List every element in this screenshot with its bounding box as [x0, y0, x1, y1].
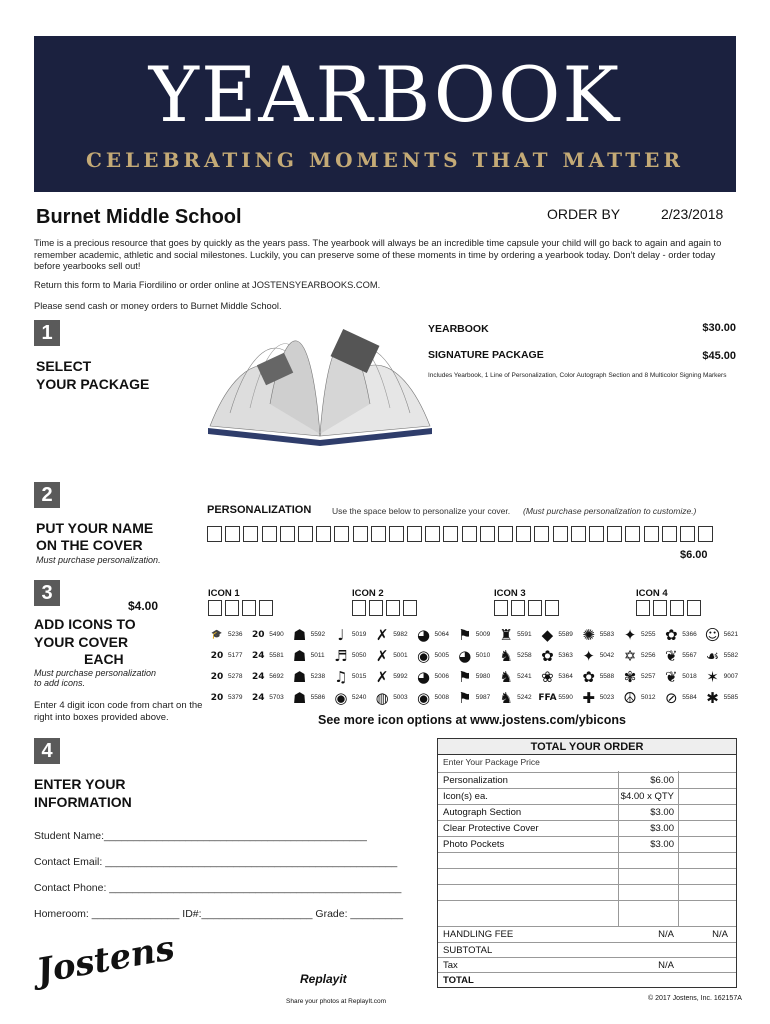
icon-option: [704, 626, 770, 646]
contact-phone-field[interactable]: Contact Phone: __________________________________________________: [34, 882, 402, 894]
personalization-hint-italic: (Must purchase personalization to customize.): [523, 506, 697, 516]
step-2-note: Must purchase personalization.: [36, 555, 161, 565]
personalization-price: $6.00: [680, 549, 708, 561]
personalization-char-box[interactable]: [462, 526, 477, 542]
icon-option-code: 5581: [269, 652, 284, 659]
icon-option-code: 5015: [351, 673, 367, 680]
icon-option-glyph-icon: 20: [210, 651, 224, 661]
icon-option-glyph-icon: ⚑: [458, 626, 472, 644]
personalization-char-box[interactable]: [625, 526, 640, 542]
icon-option-glyph-icon: ⚑: [458, 668, 472, 686]
signature-package-note: Includes Yearbook, 1 Line of Personalization, Color Autograph Section and 8 Multicolor Signing Markers: [428, 372, 727, 379]
copyright: © 2017 Jostens, Inc. 162157A: [648, 995, 742, 1002]
personalization-char-box[interactable]: [207, 526, 222, 542]
icon-option-code: 5177: [228, 652, 243, 659]
icon-price: $4.00: [128, 599, 159, 613]
icon-option-code: 5982: [393, 631, 408, 638]
order-row[interactable]: Personalization $6.00: [438, 772, 736, 787]
icon-option-glyph-icon: ♞: [499, 689, 513, 707]
icon-option-glyph-icon: ✱: [706, 689, 719, 707]
order-row-blank[interactable]: [438, 852, 736, 867]
icon-option-glyph-icon: ◕: [416, 626, 431, 644]
personalization-char-box[interactable]: [225, 526, 240, 542]
icon-option-glyph-icon: ☗: [292, 647, 307, 665]
order-row-blank[interactable]: [438, 884, 736, 899]
icon-option-code: 5583: [599, 631, 615, 638]
order-row[interactable]: Icon(s) ea. $4.00 x QTY: [438, 788, 736, 803]
personalization-char-box[interactable]: [280, 526, 295, 542]
package-yearbook-label: YEARBOOK: [428, 323, 489, 335]
icon-option-code: 5019: [351, 631, 367, 638]
icon-option-code: 5363: [558, 652, 573, 659]
step-3-instructions-line2: right into boxes provided above.: [34, 712, 169, 723]
subtotal-row[interactable]: SUBTOTAL: [438, 942, 736, 957]
order-by-label: ORDER BY: [547, 206, 621, 222]
icon-option-glyph-icon: ♩: [337, 626, 345, 644]
icon-option-glyph-icon: ✗: [375, 626, 389, 644]
icon-option-glyph-icon: ☗: [292, 626, 307, 644]
banner-title: YEARBOOK: [148, 50, 622, 139]
icon-option-code: 5258: [517, 652, 532, 659]
icon-option-glyph-icon: ✗: [375, 668, 389, 686]
step-3-title-line2: YOUR COVER: [34, 634, 129, 650]
personalization-char-box[interactable]: [334, 526, 349, 542]
personalization-char-box[interactable]: [589, 526, 604, 542]
icon-option-glyph-icon: ✡: [623, 647, 637, 665]
icon-option-glyph-icon: ❀: [541, 668, 554, 686]
icon-option-code: 5240: [351, 694, 367, 701]
icon-option-glyph-icon: ❦: [665, 647, 678, 665]
icon-option-glyph-icon: ☮: [623, 689, 637, 707]
personalization-char-box[interactable]: [389, 526, 404, 542]
order-by-date: 2/23/2018: [661, 206, 724, 222]
package-signature-label: SIGNATURE PACKAGE: [428, 349, 544, 361]
icon-option-glyph-icon: 20: [210, 693, 224, 703]
return-instructions: Return this form to Maria Fiordilino or order online at JOSTENSYEARBOOKS.COM.: [34, 280, 381, 290]
contact-email-field[interactable]: Contact Email: __________________________________________________: [34, 856, 398, 868]
icon-option-code: 5692: [269, 673, 284, 680]
icon-option-glyph-icon: ✿: [541, 647, 554, 665]
icon-option-glyph-icon: ♬: [334, 647, 348, 665]
icon-option: [704, 647, 770, 667]
icon-option-code: 5591: [517, 631, 532, 638]
homeroom-id-grade-field[interactable]: Homeroom: _______________ ID#:___________________ Grade: _________: [34, 908, 403, 920]
step-3-instructions-line1: Enter 4 digit icon code from chart on the: [34, 700, 203, 711]
icon-2-header: ICON 2: [352, 588, 384, 599]
personalization-char-box[interactable]: [371, 526, 386, 542]
icon-option-code: 5366: [682, 631, 697, 638]
step-3-title-line3: EACH: [84, 651, 124, 667]
icon-option-glyph-icon: ◆: [541, 626, 554, 644]
student-name-field[interactable]: Student Name:_____________________________________________: [34, 830, 367, 842]
icon-option-glyph-icon: 24: [252, 693, 265, 703]
step-3-number: 3: [34, 580, 60, 606]
icon-option-code: 5256: [641, 652, 656, 659]
personalization-char-box[interactable]: [480, 526, 495, 542]
see-more-icons-link[interactable]: See more icon options at www.jostens.com/ybicons: [318, 713, 626, 727]
icon-option-code: 5278: [228, 673, 243, 680]
icon-option-code: 5257: [641, 673, 656, 680]
order-row[interactable]: Autograph Section $3.00: [438, 804, 736, 819]
intro-paragraph: Time is a precious resource that goes by quickly as the years pass. The yearbook will always be an incredible time capsule your child will go back to again and again to remember academic, athletic and social milestones. Luckily, you can preserve some of these moments in time by ordering a yearbook today. Don’t delay - order today before yearbooks sell out!: [34, 238, 722, 271]
icon-option-code: 5042: [599, 652, 615, 659]
icon-1-header: ICON 1: [208, 588, 240, 599]
icon-option-glyph-icon: ☙: [705, 647, 720, 665]
tax-row[interactable]: Tax N/A: [438, 957, 736, 972]
step-4-title-line2: INFORMATION: [34, 794, 132, 810]
step-3-title-line1: ADD ICONS TO: [34, 616, 136, 632]
icon-option-code: 5980: [475, 673, 491, 680]
step-2-number: 2: [34, 482, 60, 508]
icon-option-glyph-icon: ☗: [292, 668, 307, 686]
personalization-boxes[interactable]: [207, 526, 716, 542]
icon-option-glyph-icon: ✺: [582, 626, 595, 644]
icon-option-glyph-icon: ✦: [623, 626, 637, 644]
yearbook-banner: [34, 36, 736, 192]
icon-option-code: 5592: [310, 631, 326, 638]
icon-option-code: 5008: [434, 694, 449, 701]
personalization-char-box[interactable]: [353, 526, 368, 542]
icon-option-code: 5003: [393, 694, 408, 701]
step-2-title-line2: ON THE COVER: [36, 537, 143, 553]
order-table-subtitle: Enter Your Package Price: [443, 757, 540, 767]
icon-option-code: 5585: [723, 694, 739, 701]
icon-option-glyph-icon: ♫: [334, 668, 348, 686]
total-row[interactable]: TOTAL: [438, 972, 736, 987]
personalization-hint: Use the space below to personalize your cover.: [332, 506, 511, 516]
icon-option-glyph-icon: ✦: [582, 647, 595, 665]
icon-option-glyph-icon: 🎓: [211, 630, 223, 640]
icon-option-code: 5064: [434, 631, 449, 638]
icon-option-code: 5703: [269, 694, 284, 701]
step-4-number: 4: [34, 738, 60, 764]
personalization-char-box[interactable]: [498, 526, 513, 542]
payment-instructions: Please send cash or money orders to Burnet Middle School.: [34, 301, 282, 311]
icon-option-glyph-icon: ◕: [416, 668, 431, 686]
icon-option-glyph-icon: 20: [210, 672, 224, 682]
order-row-blank[interactable]: [438, 900, 736, 915]
icon-option-glyph-icon: ♜: [499, 626, 513, 644]
icon-option-code: 5005: [434, 652, 449, 659]
icon-option-code: 5012: [641, 694, 656, 701]
step-3-note-line2: to add icons.: [34, 678, 86, 688]
icon-option-glyph-icon: ✶: [706, 668, 719, 686]
handling-fee-row[interactable]: HANDLING FEE N/A N/A: [438, 926, 736, 941]
icon-option-code: 5567: [682, 652, 697, 659]
icon-option-code: 5588: [599, 673, 615, 680]
personalization-char-box[interactable]: [262, 526, 277, 542]
icon-2-code-boxes[interactable]: [352, 600, 420, 616]
icon-option-glyph-icon: ⊘: [665, 689, 678, 707]
order-table-title: TOTAL YOUR ORDER: [438, 739, 736, 755]
step-1-title-line1: SELECT: [36, 358, 92, 374]
order-row[interactable]: Clear Protective Cover $3.00: [438, 820, 736, 835]
personalization-char-box[interactable]: [407, 526, 422, 542]
package-signature-price: $45.00: [702, 350, 736, 362]
jostens-logo: Jostens: [33, 928, 178, 992]
icon-option-code: 5050: [351, 652, 367, 659]
icon-option-code: 5018: [682, 673, 697, 680]
personalization-char-box[interactable]: [662, 526, 677, 542]
package-yearbook-price: $30.00: [702, 322, 736, 334]
icon-option-code: 5364: [558, 673, 573, 680]
personalization-char-box[interactable]: [316, 526, 331, 542]
icon-4-header: ICON 4: [636, 588, 668, 599]
personalization-char-box[interactable]: [571, 526, 586, 542]
step-4-title-line1: ENTER YOUR: [34, 776, 126, 792]
icon-option-code: 9007: [723, 673, 739, 680]
icon-option-code: 5241: [517, 673, 532, 680]
order-row-blank[interactable]: [438, 868, 736, 883]
icon-option-code: 5010: [475, 652, 491, 659]
icon-option-code: 5621: [723, 631, 739, 638]
icon-option-glyph-icon: 20: [252, 630, 265, 640]
icon-option-code: 5011: [310, 652, 325, 659]
icon-option-code: 5590: [558, 694, 573, 701]
icon-option-glyph-icon: ✚: [582, 689, 595, 707]
icon-option-glyph-icon: ✗: [375, 647, 389, 665]
icon-option-code: 5242: [517, 694, 532, 701]
icon-option-glyph-icon: ☺: [704, 626, 721, 644]
step-1-number: 1: [34, 320, 60, 346]
icon-option-glyph-icon: ◉: [416, 689, 431, 707]
icon-option-code: 5001: [393, 652, 408, 659]
personalization-char-box[interactable]: [243, 526, 258, 542]
icon-option-glyph-icon: ✿: [665, 626, 678, 644]
icon-option-glyph-icon: 24: [252, 672, 265, 682]
icon-option-glyph-icon: ✾: [623, 668, 637, 686]
open-book-image: [200, 318, 440, 448]
personalization-char-box[interactable]: [607, 526, 622, 542]
icon-option-code: 5582: [723, 652, 739, 659]
icon-option-glyph-icon: FFA: [538, 693, 557, 703]
icon-option-glyph-icon: ♞: [499, 647, 513, 665]
icon-option: [704, 689, 770, 709]
icon-option-code: 5987: [475, 694, 491, 701]
icon-option-code: 5238: [310, 673, 326, 680]
icon-option: [704, 668, 770, 688]
icon-3-code-boxes[interactable]: [494, 600, 562, 616]
banner-subtitle: CELEBRATING MOMENTS THAT MATTER: [85, 148, 685, 172]
personalization-char-box[interactable]: [534, 526, 549, 542]
icon-option-glyph-icon: ⚑: [458, 689, 472, 707]
personalization-char-box[interactable]: [298, 526, 313, 542]
personalization-char-box[interactable]: [425, 526, 440, 542]
icon-option-code: 5586: [310, 694, 326, 701]
icon-option-code: 5379: [228, 694, 243, 701]
personalization-label: PERSONALIZATION: [207, 504, 312, 516]
icon-option-glyph-icon: ◍: [375, 689, 389, 707]
personalization-char-box[interactable]: [553, 526, 568, 542]
icon-option-glyph-icon: ◕: [458, 647, 472, 665]
personalization-char-box[interactable]: [698, 526, 713, 542]
icon-option-code: 5236: [228, 631, 243, 638]
icon-option-code: 5023: [599, 694, 615, 701]
icon-3-header: ICON 3: [494, 588, 526, 599]
personalization-char-box[interactable]: [516, 526, 531, 542]
icon-option-code: 5006: [434, 673, 449, 680]
replayit-logo: Replayit: [300, 972, 347, 986]
icon-4-code-boxes[interactable]: [636, 600, 704, 616]
icon-option-code: 5589: [558, 631, 573, 638]
icon-option-glyph-icon: ◉: [334, 689, 348, 707]
school-name: Burnet Middle School: [36, 206, 242, 228]
personalization-char-box[interactable]: [644, 526, 659, 542]
step-1-title-line2: YOUR PACKAGE: [36, 376, 150, 392]
step-2-title-line1: PUT YOUR NAME: [36, 520, 154, 536]
icon-1-code-boxes[interactable]: [208, 600, 276, 616]
step-3-note-line1: Must purchase personalization: [34, 668, 157, 678]
icon-option-code: 5584: [682, 694, 697, 701]
replayit-tagline: Share your photos at ReplayIt.com: [286, 998, 387, 1005]
icon-option-glyph-icon: ❦: [665, 668, 678, 686]
order-total-table: [437, 738, 737, 988]
icon-option-glyph-icon: 24: [252, 651, 265, 661]
icon-option-glyph-icon: ◉: [416, 647, 431, 665]
icon-option-code: 5009: [475, 631, 491, 638]
icon-option-code: 5255: [641, 631, 656, 638]
icon-option-code: 5490: [269, 631, 284, 638]
personalization-char-box[interactable]: [680, 526, 695, 542]
personalization-char-box[interactable]: [443, 526, 458, 542]
order-row[interactable]: Photo Pockets $3.00: [438, 836, 736, 851]
icon-option-glyph-icon: ✿: [582, 668, 595, 686]
icon-option-glyph-icon: ☗: [292, 689, 307, 707]
icon-option-glyph-icon: ♞: [499, 668, 513, 686]
icon-option-code: 5992: [393, 673, 408, 680]
